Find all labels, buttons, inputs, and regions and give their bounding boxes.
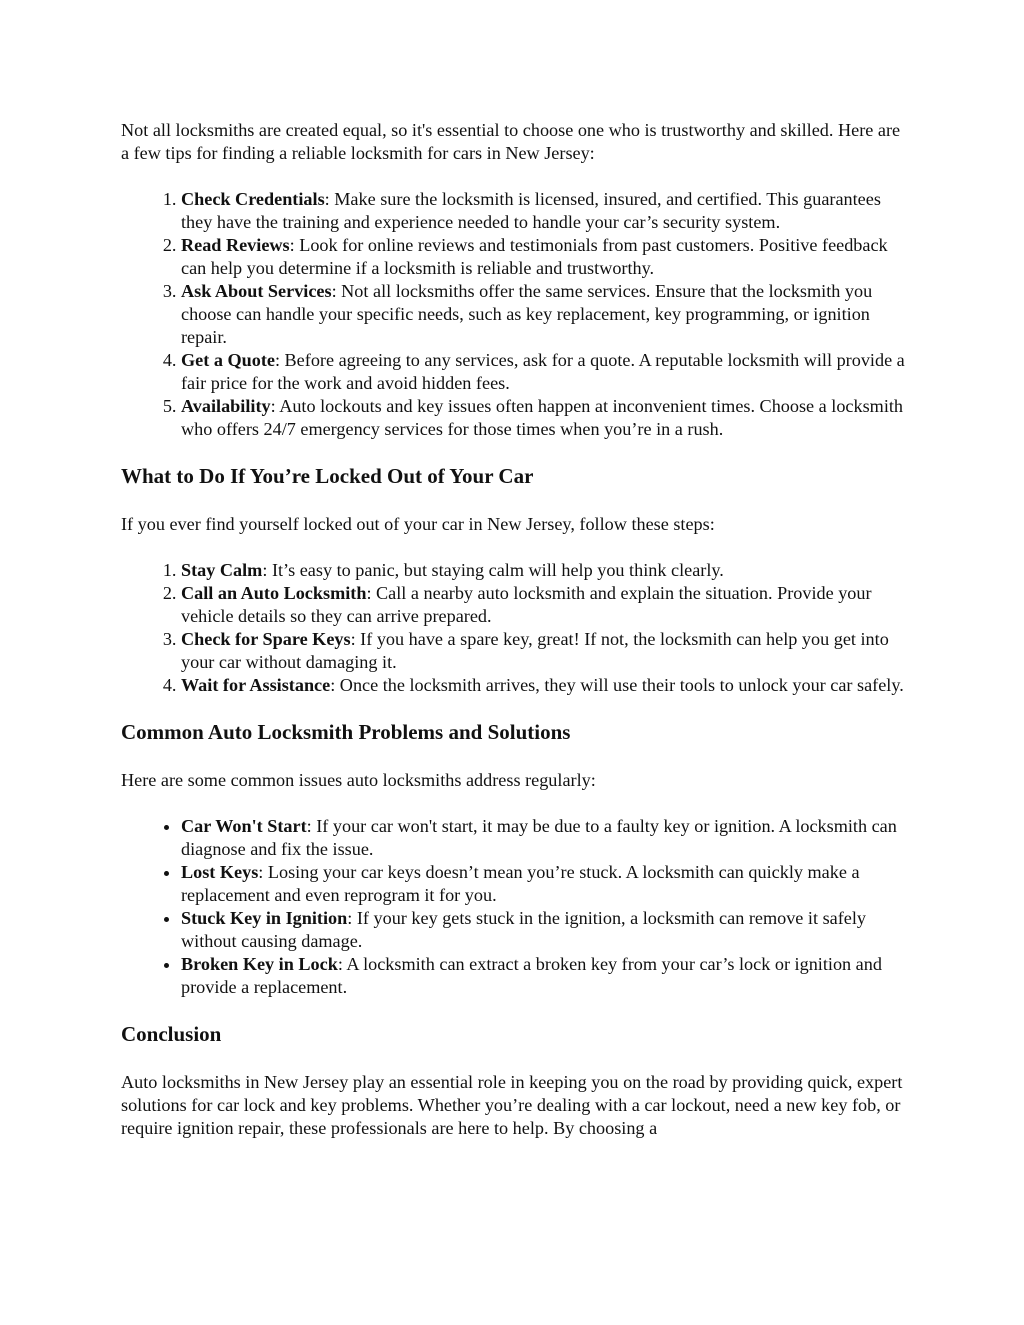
intro-paragraph: Not all locksmiths are created equal, so it's essential to choose one who is trustworthy and skilled. Here are a few tips for finding a reliable locksmith for cars in New Jersey: [121, 120, 901, 163]
problems-list [121, 815, 911, 999]
list-item [181, 815, 911, 861]
list-item-term: Availability [181, 396, 271, 416]
list-item [181, 674, 911, 697]
list-item-term: Car Won't Start [181, 816, 307, 836]
list-item-text: : If your key gets stuck in the ignition, a locksmith can remove it safely without causing damage. [181, 908, 866, 951]
list-item-text: : Not all locksmiths offer the same services. Ensure that the locksmith you choose can handle your specific needs, such as key replacement, key programming, or ignition repair. [181, 281, 873, 347]
list-item-text: : Auto lockouts and key issues often happen at inconvenient times. Choose a locksmith who offers 24/7 emergency services for those times when you’re in a rush. [181, 396, 904, 439]
list-item-term: Check for Spare Keys [181, 629, 351, 649]
list-item-term: Get a Quote [181, 350, 275, 370]
list-item-term: Broken Key in Lock [181, 954, 338, 974]
list-item [181, 559, 911, 582]
list-item [181, 907, 911, 953]
list-item-text: : If you have a spare key, great! If not, the locksmith can help you get into your car without damaging it. [181, 629, 889, 672]
list-item [181, 188, 911, 234]
list-item-text: : Make sure the locksmith is licensed, insured, and certified. This guarantees they have the training and experience needed to handle your car’s security system. [181, 189, 881, 232]
list-item-text: : If your car won't start, it may be due to a faulty key or ignition. A locksmith can diagnose and fix the issue. [181, 816, 897, 859]
list-item-text: : Call a nearby auto locksmith and explain the situation. Provide your vehicle details so they can arrive prepared. [181, 583, 872, 626]
list-item [181, 953, 911, 999]
list-item-text: : Losing your car keys doesn’t mean you’re stuck. A locksmith can quickly make a replacement and even reprogram it for you. [181, 862, 860, 905]
document-page [121, 119, 911, 1140]
list-item [181, 234, 911, 280]
problems-heading: Common Auto Locksmith Problems and Solutions [121, 720, 571, 744]
list-item-text: : Before agreeing to any services, ask for a quote. A reputable locksmith will provide a fair price for the work and avoid hidden fees. [181, 350, 905, 393]
list-item [181, 395, 911, 441]
list-item-text: : A locksmith can extract a broken key from your car’s lock or ignition and provide a replacement. [181, 954, 882, 997]
list-item-term: Call an Auto Locksmith [181, 583, 367, 603]
list-item-term: Read Reviews [181, 235, 290, 255]
problems-intro: Here are some common issues auto locksmiths address regularly: [121, 770, 596, 790]
list-item [181, 628, 911, 674]
locked-out-intro: If you ever find yourself locked out of your car in New Jersey, follow these steps: [121, 514, 715, 534]
locked-out-steps-list [121, 559, 911, 697]
list-item [181, 280, 911, 349]
list-item-term: Wait for Assistance [181, 675, 331, 695]
list-item [181, 349, 911, 395]
locked-out-heading: What to Do If You’re Locked Out of Your Car [121, 464, 534, 488]
list-item-term: Stay Calm [181, 560, 263, 580]
list-item [181, 861, 911, 907]
list-item-term: Stuck Key in Ignition [181, 908, 348, 928]
list-item [181, 582, 911, 628]
conclusion-paragraph: Auto locksmiths in New Jersey play an essential role in keeping you on the road by providing quick, expert solutions for car lock and key problems. Whether you’re dealing with a car lockout, need a new key fob, or require ignition repair, these professionals are here to help. By choosing a [121, 1072, 903, 1138]
list-item-term: Ask About Services [181, 281, 332, 301]
list-item-text: : Once the locksmith arrives, they will use their tools to unlock your car safely. [330, 675, 904, 695]
list-item-text: : It’s easy to panic, but staying calm will help you think clearly. [262, 560, 724, 580]
list-item-term: Lost Keys [181, 862, 259, 882]
list-item-term: Check Credentials [181, 189, 325, 209]
list-item-text: : Look for online reviews and testimonials from past customers. Positive feedback can help you determine if a locksmith is reliable and trustworthy. [181, 235, 888, 278]
conclusion-heading: Conclusion [121, 1022, 222, 1046]
tips-list [121, 188, 911, 441]
